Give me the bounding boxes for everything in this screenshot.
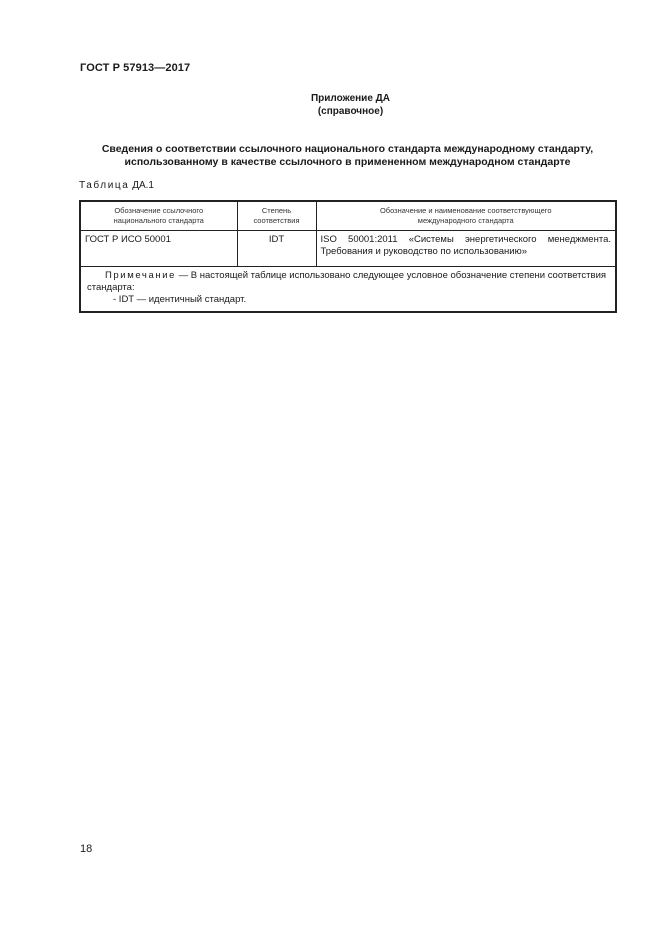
note-text [87,270,609,294]
column-header: Обозначение и наименование соответствующего международного стандарта [316,201,616,231]
table-row [80,231,616,267]
note-bullet: - IDT — идентичный стандарт. [113,294,247,305]
heading-line-2: использованному в качестве ссылочного в примененном международном стандарте [124,156,571,168]
table-note [80,267,616,313]
table-header-row [80,201,616,231]
annex-title: Приложение ДА [310,93,391,104]
annex-heading [80,143,615,169]
note-label: Примечание [105,270,176,281]
cell-degree: IDT [237,231,316,267]
table-note-row [80,267,616,313]
cell-international-standard: ISO 50001:2011 «Системы энергетического менеджмента. Требования и руководство по использованию» [316,231,616,267]
correspondence-table [79,200,617,313]
heading-line-1: Сведения о соответствии ссылочного национального стандарта международному стандарту, [101,143,594,155]
table-label [79,180,154,191]
annex-subtitle: (справочное) [317,106,384,117]
table-label-number: ДА.1 [132,180,154,191]
table-label-word: Таблица [79,180,130,191]
note-body: — В настоящей таблице использовано следующее условное обозначение степени соответствия стандарта: [87,270,607,293]
standard-code: ГОСТ Р 57913—2017 [80,62,191,74]
page-number: 18 [80,843,93,855]
cell-national-standard: ГОСТ Р ИСО 50001 [80,231,237,267]
column-header: Степень соответствия [237,201,316,231]
annex-block [0,92,661,118]
column-header: Обозначение ссылочного национального стандарта [80,201,237,231]
